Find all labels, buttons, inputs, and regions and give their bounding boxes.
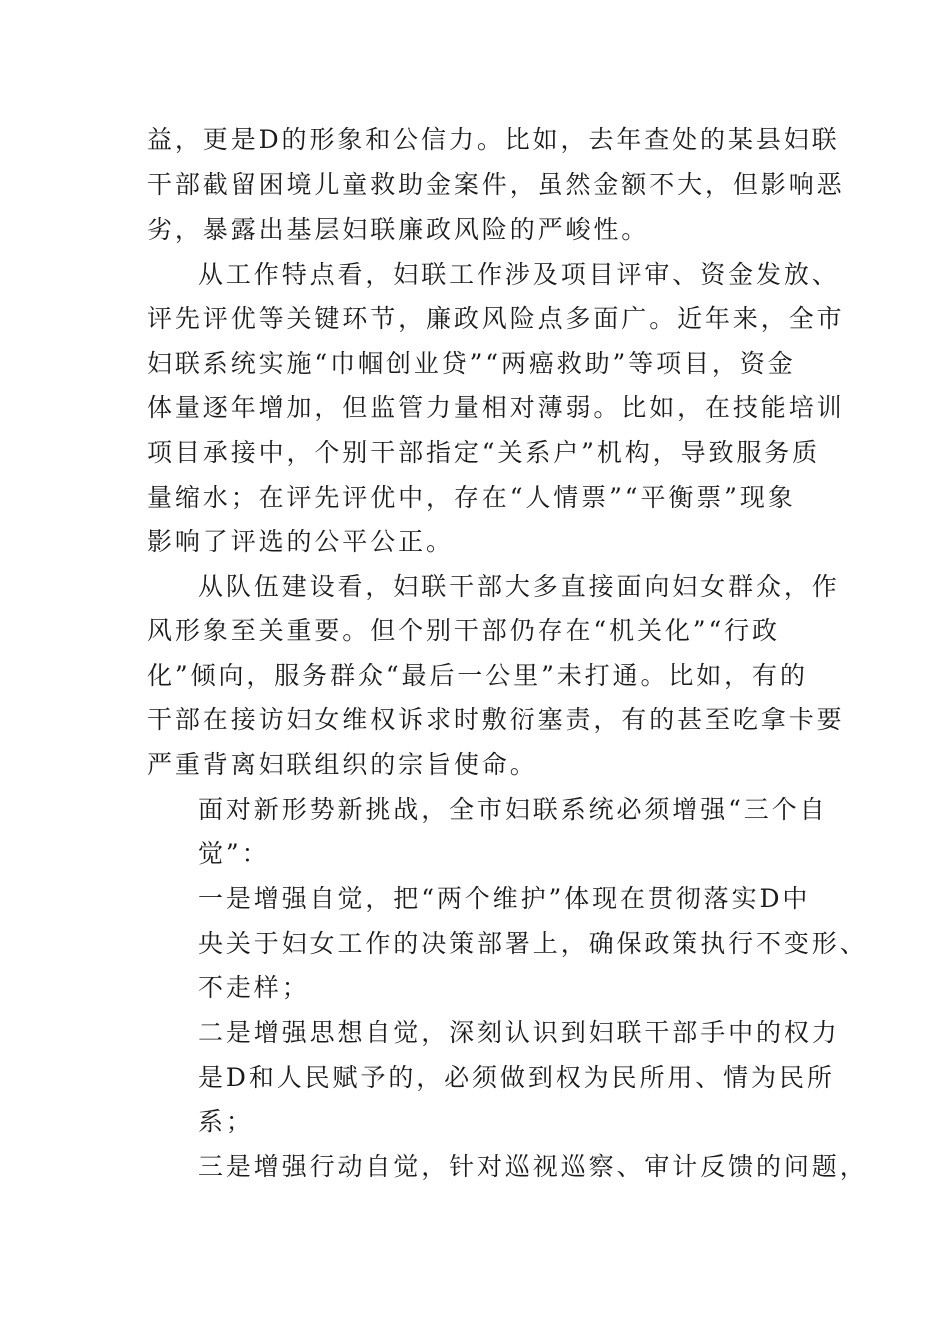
text-line-23: 系；	[198, 1107, 254, 1136]
text-line-8: 项目承接中，个别干部指定“关系户”机构，导致服务质	[147, 438, 821, 467]
text-line-21: 二是增强思想自觉，深刻认识到妇联干部手中的权力	[198, 1018, 840, 1047]
text-line-18: 一是增强自觉，把“两个维护”体现在贯彻落实D中	[198, 884, 811, 913]
text-line-10: 影响了评选的公平公正。	[147, 527, 454, 556]
text-line-2: 干部截留困境儿童救助金案件，虽然金额不大，但影响恶	[147, 170, 845, 199]
text-line-24: 三是增强行动自觉，针对巡视巡察、审计反馈的问题，	[198, 1152, 868, 1181]
text-line-14: 干部在接访妇女维权诉求时敷衍塞责，有的甚至吃拿卡要	[147, 705, 845, 734]
text-line-20: 不走样；	[198, 973, 310, 1002]
text-line-11: 从队伍建设看，妇联干部大多直接面向妇女群众，作	[198, 572, 840, 601]
text-line-17: 觉”：	[198, 839, 270, 868]
text-line-19: 央关于妇女工作的决策部署上，确保政策执行不变形、	[198, 929, 868, 958]
text-line-5: 评先评优等关键环节，廉政风险点多面广。近年来，全市	[147, 304, 845, 333]
text-line-1: 益，更是D的形象和公信力。比如，去年查处的某县妇联	[147, 125, 840, 154]
text-line-16: 面对新形势新挑战，全市妇联系统必须增强“三个自	[198, 795, 828, 824]
text-line-13: 化”倾向，服务群众“最后一公里”未打通。比如，有的	[147, 661, 808, 690]
text-line-12: 风形象至关重要。但个别干部仍存在“机关化”“行政	[147, 616, 780, 645]
text-line-15: 严重背离妇联组织的宗旨使命。	[147, 750, 538, 779]
text-line-7: 体量逐年增加，但监管力量相对薄弱。比如，在技能培训	[147, 393, 845, 422]
text-line-6: 妇联系统实施“巾帼创业贷”“两癌救助”等项目，资金	[147, 349, 796, 378]
text-line-3: 劣，暴露出基层妇联廉政风险的严峻性。	[147, 215, 650, 244]
text-line-9: 量缩水；在评先评优中，存在“人情票”“平衡票”现象	[147, 483, 796, 512]
text-line-4: 从工作特点看，妇联工作涉及项目评审、资金发放、	[198, 260, 840, 289]
text-line-22: 是D和人民赋予的，必须做到权为民所用、情为民所	[198, 1063, 835, 1092]
